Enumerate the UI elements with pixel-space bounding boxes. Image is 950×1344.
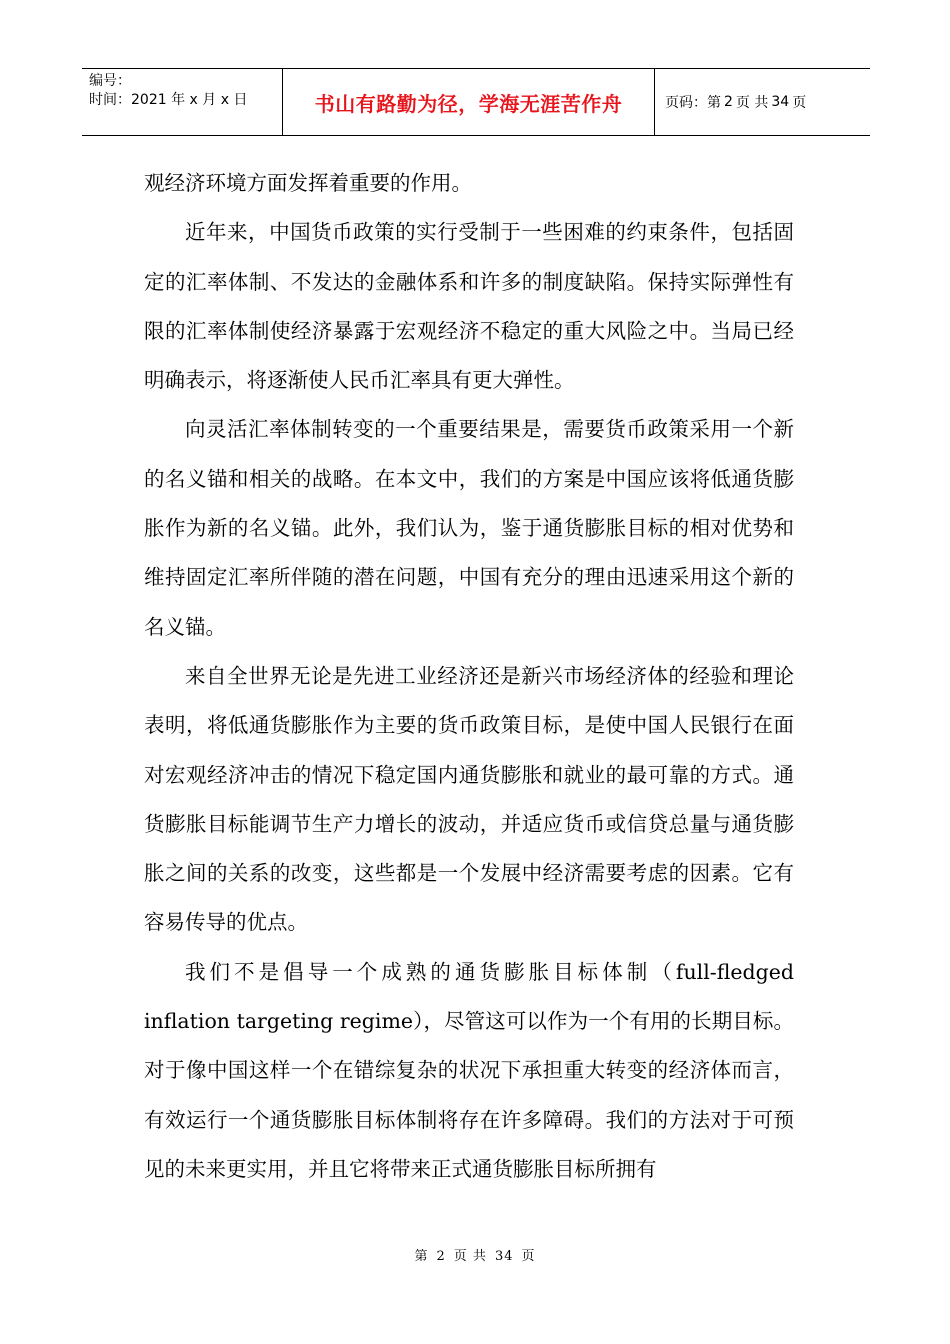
paragraph: 向灵活汇率体制转变的一个重要结果是，需要货币政策采用一个新的名义锚和相关的战略。在本文中，我们的方案是中国应该将低通货膨胀作为新的名义锚。此外，我们认为，鉴于通货膨胀目标的相对优势和维持固定汇率所伴随的潜在问题，中国有充分的理由迅速采用这个新的名义锚。 [144, 417, 794, 639]
header-motto: 书山有路勤为径，学海无涯苦作舟 [314, 91, 623, 116]
paragraph: 来自全世界无论是先进工业经济还是新兴市场经济体的经验和理论表明，将低通货膨胀作为主要的货币政策目标，是使中国人民银行在面对宏观经济冲击的情况下稳定国内通货膨胀和就业的最可靠的方式。通货膨胀目标能调节生产力增长的波动，并适应货币或信贷总量与通货膨胀之间的关系的改变，这些都是一个发展中经济需要考虑的因素。它有容易传导的优点。 [144, 663, 794, 935]
footer-total-pages: 34 [494, 1249, 514, 1264]
footer-current-page: 2 [436, 1249, 446, 1264]
paragraph: 我们不是倡导一个成熟的通货膨胀目标体制（full-fledged inflation targeting regime），尽管这可以作为一个有用的长期目标。对于像中国这样一个在错综复杂的状况下承担重大转变的经济体而言，有效运行一个通货膨胀目标体制将存在许多障碍。我们的方法对于可预见的未来更实用，并且它将带来正式通货膨胀目标所拥有 [144, 959, 794, 1181]
page-current: 2 [724, 94, 733, 110]
page-total: 34 [771, 94, 790, 110]
header-meta [82, 69, 283, 135]
header-page-info [655, 69, 870, 135]
header-motto-cell [283, 69, 655, 135]
paragraph: 观经济环境方面发挥着重要的作用。 [144, 171, 472, 195]
page-label: 页码：第 [665, 95, 721, 111]
page-mid-label: 页 共 [735, 95, 769, 111]
document-body [144, 159, 794, 1194]
page-end-label: 页 [792, 95, 807, 111]
page-header [82, 68, 870, 136]
page-footer [0, 1245, 950, 1264]
footer-prefix: 第 [414, 1249, 429, 1264]
date-label: 时间：2021 年 x 月 x 日 [89, 92, 248, 108]
paragraph: 近年来，中国货币政策的实行受制于一些困难的约束条件，包括固定的汇率体制、不发达的金融体系和许多的制度缺陷。保持实际弹性有限的汇率体制使经济暴露于宏观经济不稳定的重大风险之中。当局已经明确表示，将逐渐使人民币汇率具有更大弹性。 [144, 220, 794, 393]
serial-number-label: 编号： [89, 73, 131, 89]
footer-mid: 页 共 [453, 1249, 487, 1264]
footer-suffix: 页 [521, 1249, 536, 1264]
